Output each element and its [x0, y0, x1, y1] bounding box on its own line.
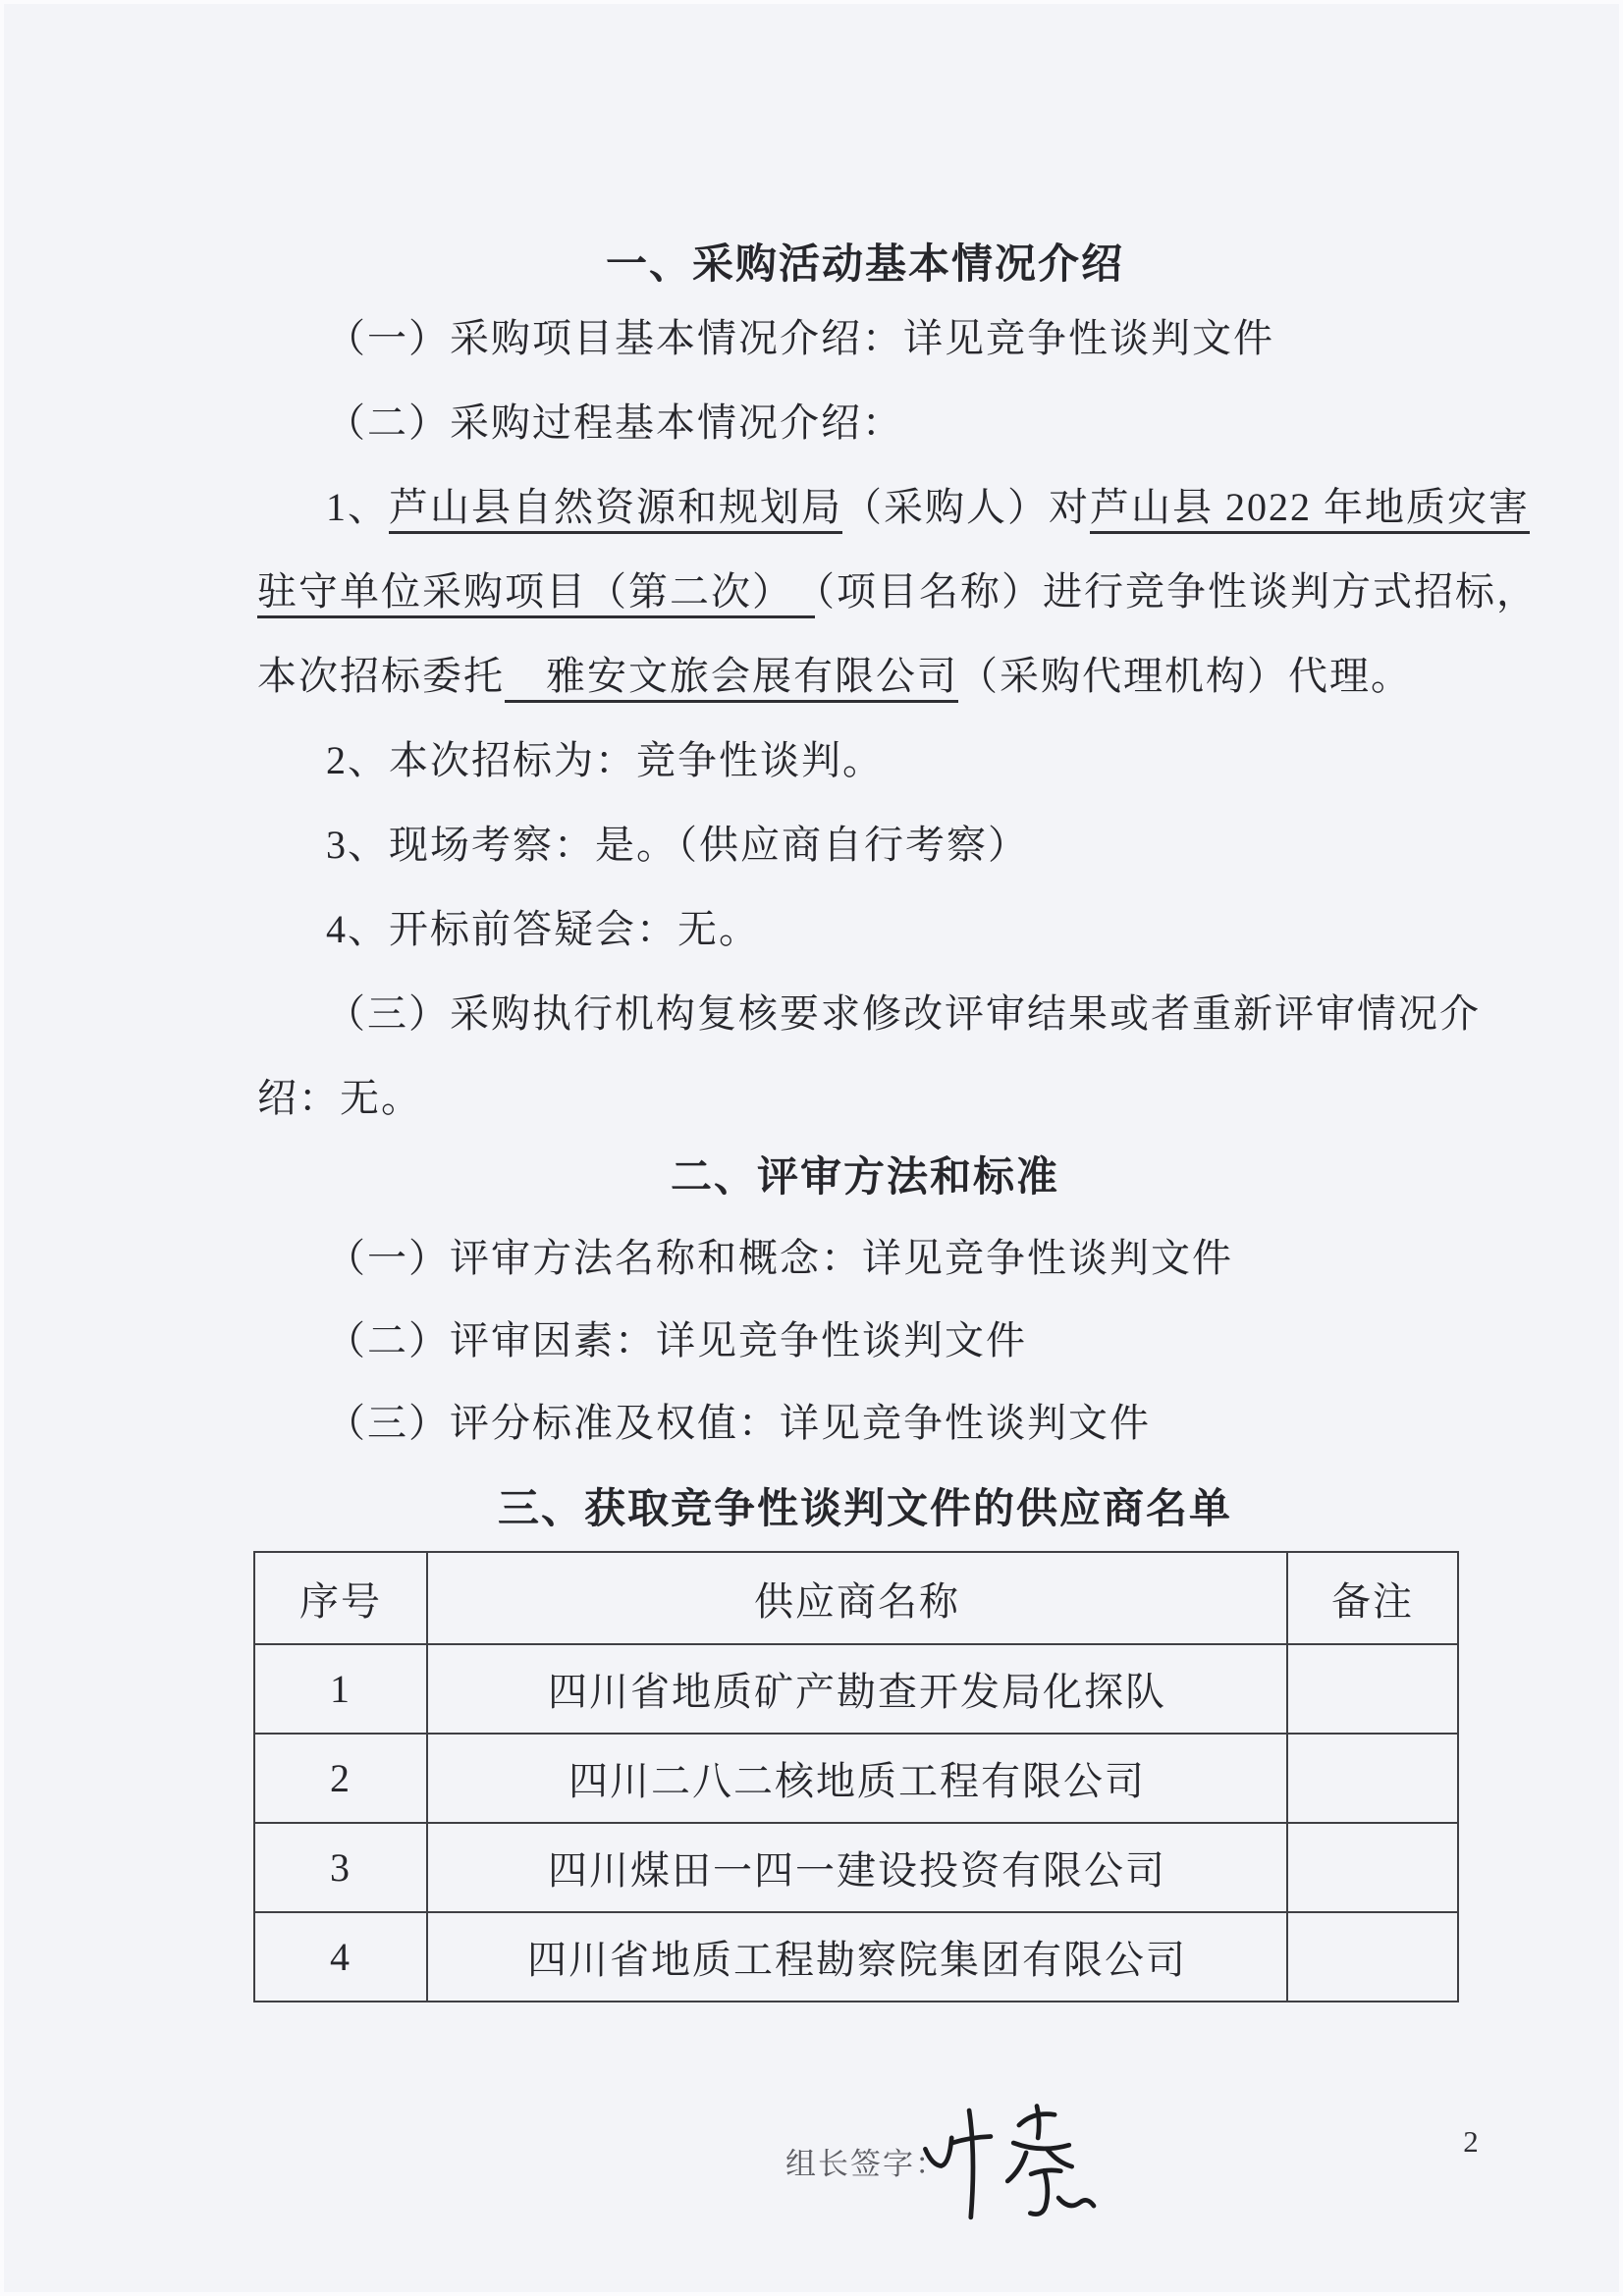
underlined-text: 芦山县 2022 年地质灾害	[1090, 485, 1530, 534]
remark-cell	[1287, 1912, 1458, 2002]
column-header: 序号	[254, 1552, 427, 1644]
text-segment: （二）评审因素：详见竞争性谈判文件	[326, 1318, 1027, 1362]
text-segment: （三）采购执行机构复核要求修改评审结果或者重新评审情况介	[326, 991, 1481, 1036]
paragraph-line	[257, 550, 1538, 634]
paragraph-line	[257, 972, 1485, 1056]
text-segment: 1、	[326, 485, 389, 529]
paragraph-line	[257, 296, 1485, 381]
text-segment: 2、本次招标为：竞争性谈判。	[326, 738, 884, 782]
text-segment: （一）评审方法名称和概念：详见竞争性谈判文件	[326, 1236, 1233, 1280]
paragraph-line	[257, 803, 1485, 887]
page-number: 2	[1463, 2124, 1479, 2159]
table-row	[254, 1734, 1458, 1823]
suppliers-table-head	[254, 1552, 1458, 1644]
text-segment: 4、开标前答疑会：无。	[326, 907, 760, 951]
paragraph-line	[257, 1217, 1485, 1300]
section1-heading: 一、采购活动基本情况介绍	[605, 242, 1124, 288]
suppliers-table	[253, 1551, 1459, 2002]
supplier-name-cell: 四川省地质工程勘察院集团有限公司	[427, 1912, 1287, 2002]
supplier-name-cell: 四川省地质矿产勘查开发局化探队	[427, 1644, 1287, 1734]
paragraph-line	[257, 381, 1485, 465]
underlined-text: 芦山县自然资源和规划局	[389, 485, 842, 534]
underlined-text: 驻守单位采购项目（第二次）	[257, 569, 815, 618]
underlined-text: 雅安文旅会展有限公司	[505, 654, 958, 703]
remark-cell	[1287, 1823, 1458, 1912]
paragraph-line	[257, 1382, 1485, 1465]
handwritten-signature	[909, 2095, 1120, 2235]
row-number-cell: 1	[254, 1644, 427, 1734]
section2-paragraphs	[257, 1217, 1485, 1465]
text-segment: （项目名称）进行竞争性谈判方式招标，	[815, 569, 1538, 614]
table-row	[254, 1912, 1458, 2002]
supplier-name-cell: 四川煤田一四一建设投资有限公司	[427, 1823, 1287, 1912]
text-segment: （三）评分标准及权值：详见竞争性谈判文件	[326, 1401, 1151, 1445]
section2-heading: 二、评审方法和标准	[670, 1155, 1059, 1201]
paragraph-line	[257, 465, 1530, 550]
section1-paragraphs	[257, 296, 1538, 1141]
paragraph-line	[257, 634, 1485, 719]
table-header-row	[254, 1552, 1458, 1644]
column-header: 供应商名称	[427, 1552, 1287, 1644]
row-number-cell: 4	[254, 1912, 427, 2002]
paragraph-line	[257, 1300, 1485, 1382]
column-header: 备注	[1287, 1552, 1458, 1644]
supplier-name-cell: 四川二八二核地质工程有限公司	[427, 1734, 1287, 1823]
text-segment: 绍：无。	[257, 1076, 422, 1120]
paragraph-line	[257, 887, 1485, 972]
signature-label: 组长签字：	[785, 2147, 947, 2181]
remark-cell	[1287, 1644, 1458, 1734]
text-segment: （一）采购项目基本情况介绍：详见竞争性谈判文件	[326, 316, 1274, 360]
table-row	[254, 1644, 1458, 1734]
paragraph-line	[257, 719, 1485, 803]
row-number-cell: 3	[254, 1823, 427, 1912]
table-row	[254, 1823, 1458, 1912]
text-segment: 本次招标委托	[257, 654, 505, 698]
row-number-cell: 2	[254, 1734, 427, 1823]
text-segment: （二）采购过程基本情况介绍：	[326, 400, 903, 445]
remark-cell	[1287, 1734, 1458, 1823]
section3-heading: 三、获取竞争性谈判文件的供应商名单	[497, 1487, 1232, 1532]
paragraph-line	[257, 1056, 1485, 1141]
suppliers-table-body	[254, 1644, 1458, 2002]
text-segment: （采购人）对	[842, 485, 1090, 529]
text-segment: （采购代理机构）代理。	[958, 654, 1412, 698]
text-segment: 3、现场考察：是。（供应商自行考察）	[326, 823, 1029, 867]
